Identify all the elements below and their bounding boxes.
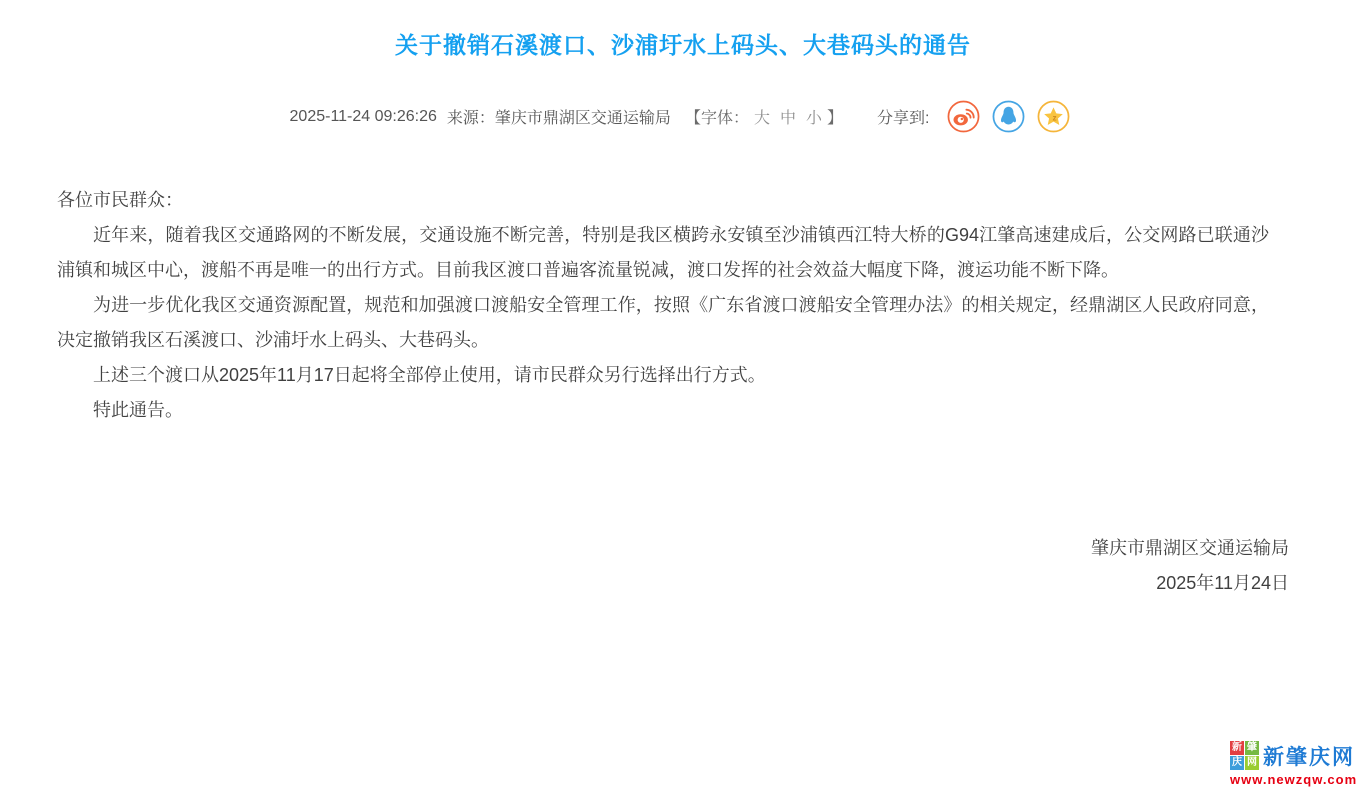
signature-block [57, 531, 1289, 601]
weibo-icon [947, 100, 980, 133]
weibo-share-button[interactable] [947, 100, 980, 133]
qzone-star-icon [1037, 100, 1070, 133]
signature-agency: 肇庆市鼎湖区交通运输局 [1091, 538, 1289, 558]
qzone-share-button[interactable] [1037, 100, 1070, 133]
site-logo-icon: 新 肇 庆 网 [1232, 742, 1257, 768]
watermark-site-url: www.newzqw.com [1230, 772, 1358, 787]
page-title: 关于撤销石溪渡口、沙浦圩水上码头、大巷码头的通告 [395, 32, 971, 58]
site-watermark[interactable] [1230, 741, 1358, 787]
signature-date: 2025年11月24日 [1156, 573, 1289, 593]
font-selector-close-bracket: 】 [827, 110, 844, 127]
source-name: 肇庆市鼎湖区交通运输局 [494, 110, 671, 127]
paragraph: 上述三个渡口从2025年11月17日起将全部停止使用，请市民群众另行选择出行方式。 [93, 365, 766, 385]
share-bar [877, 100, 1076, 133]
qq-share-button[interactable] [992, 100, 1025, 133]
qq-icon [992, 100, 1025, 133]
paragraph: 近年来，随着我区交通路网的不断发展，交通设施不断完善，特别是我区横跨永安镇至沙浦镇西江特大桥的G94江肇高速建成后，公交网路已联通沙浦镇和城区中心，渡船不再是唯一的出行方式。目前我区渡口普遍客流量锐减，渡口发挥的社会效益大幅度下降，渡运功能不断下降。 [57, 225, 1269, 280]
font-size-medium-button[interactable]: 中 [779, 110, 796, 127]
font-size-selector [685, 105, 843, 128]
svg-text:z: z [1052, 113, 1058, 123]
font-selector-open-bracket: 【字体： [684, 110, 749, 127]
paragraph: 特此通告。 [93, 400, 183, 420]
share-label: 分享到: [877, 110, 930, 127]
watermark-site-name: 新肇庆网 [1263, 746, 1355, 769]
article-meta-bar [0, 100, 1366, 133]
font-size-small-button[interactable]: 小 [805, 110, 822, 127]
source-label: 来源： [446, 110, 495, 127]
publish-datetime: 2025-11-24 09:26:26 [289, 107, 437, 125]
paragraph: 为进一步优化我区交通资源配置，规范和加强渡口渡船安全管理工作，按照《广东省渡口渡船安全管理办法》的相关规定，经鼎湖区人民政府同意，决定撤销我区石溪渡口、沙浦圩水上码头、大巷码头。 [57, 295, 1269, 350]
salutation: 各位市民群众： [57, 190, 183, 210]
article-body [57, 183, 1289, 601]
font-size-large-button[interactable]: 大 [753, 110, 770, 127]
